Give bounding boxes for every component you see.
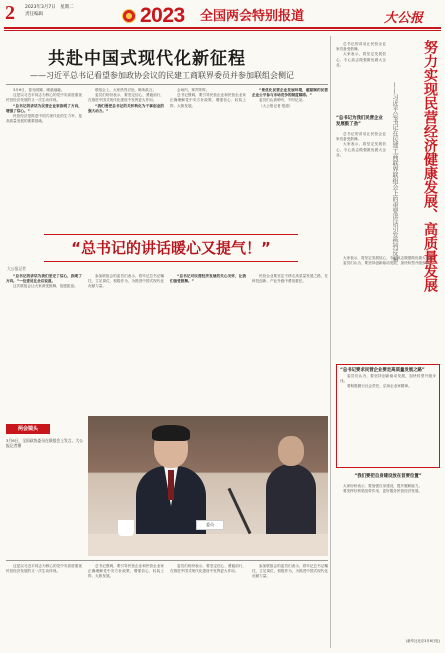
photo-desk: [88, 534, 328, 556]
special-year: 2023: [140, 4, 185, 27]
side-box-heading: “总书记要求民营企业要走高质量发展之路”: [340, 368, 425, 373]
emblem-icon: [122, 9, 136, 23]
byline: 大公报记者: [7, 266, 26, 271]
headline-separator: [6, 84, 328, 85]
lead-continued-4: 参加联组会的委员们表示，将牢记总书记嘱托，立足岗位，积极作为，为推进中国式现代化贡献力量。: [252, 564, 328, 579]
side-intro: 总书记的讲话让民营企业家们备受鼓舞。 大家表示，将坚定发展信心，专心致志做强做优做大企业。: [336, 42, 386, 67]
photo-caption: 3月6日，全国政协委员在联组会上发言。大公报记者摄: [6, 438, 83, 449]
editor-line: 责任编辑: [25, 12, 43, 17]
issue-date: 2023年3月7日 星期二: [25, 5, 74, 10]
column-divider: [330, 36, 331, 648]
pull-quote: “总书记的讲话暖心又提气！”: [71, 239, 271, 257]
side-section-1-body: 总书记的讲话让民营企业家们备受鼓舞。 大家表示，将坚定发展信心，专心致志做强做优做大企业。: [336, 132, 386, 157]
header-rule: [4, 27, 441, 29]
side-highlight-box: [336, 364, 440, 468]
lead-body-lower-3: “总书记对民营经济发展的关心关怀，让我们备受鼓舞。”: [170, 274, 246, 284]
side-box-body: 委员们认为，要坚持创新驱动发展，加快转型升级步伐。 要积极履行社会责任，弘扬企业家精神。: [340, 374, 436, 389]
side-article-title: 努力实现民营经济健康发展、高质量发展: [422, 40, 438, 292]
lead-continued-2: 总书记强调，要引导民营企业和民营企业家正确理解党中央方针政策，增强信心、轻装上阵、大胆发展。: [88, 564, 164, 579]
lead-continued-3: 委员们纷纷表示，要坚定信心、勇毅前行，在推进中国式现代化建设中发挥更大作用。: [170, 564, 246, 574]
lead-body-lower-4: 民营企业要坚定不移走高质量发展之路，在科技创新、产业升级中勇担重任。: [252, 274, 328, 284]
page-number: 2: [5, 2, 15, 24]
special-report-title: 全国两会特别报道: [200, 9, 305, 24]
lead-column-2: 联组会上，大家热烈讨论，畅所欲言。 委员们纷纷表示，要坚定信心、勇毅前行，在推进中国式现代化建设中发挥更大作用。 “我们要把总书记的关怀转化为干事创业的强大动力。”: [88, 88, 164, 113]
side-section-1-heading: “总书记为我们民营企业发展鼓了劲”: [336, 116, 383, 127]
side-article-subtitle: ——习近平总书记在民建工商联界联组会上的重要讲话引发热烈反响: [391, 82, 398, 262]
photo-background-person: [266, 436, 316, 536]
lead-column-3: 会场内，掌声阵阵。 总书记强调，要引导民营企业和民营企业家正确理解党中央方针政策，增强信心、轻装上阵、大胆发展。: [170, 88, 246, 108]
photo-nameplate: 委员: [196, 520, 224, 530]
lead-body-lower-1: “总书记的讲话为我们坚定了信心，指明了方向。”一位委员在会后说道。 这次联组会让大家深受鼓舞，倍感振奋。: [6, 274, 82, 289]
side-body-2: 大家表示，将坚定发展信心，专心致志做强做优做大企业。 委员们认为，要坚持创新驱动发展，加快转型升级步伐。: [343, 256, 437, 266]
lead-column-1: 3月6日，春光明媚，暖意融融。 这是以习近平同志为核心的党中央高度重视民营经济发展的又一次生动体现。 “总书记的讲话为民营企业家指明了方向，增强了信心。” 民营经济是推进中国式现代化的生力军，是高质量发展的重要基础。: [6, 88, 82, 124]
newspaper-logo: 大公报: [384, 10, 424, 25]
photo-separator: [6, 560, 328, 561]
side-section-2-heading: “我们要把自身建设放在首要位置”: [354, 474, 422, 479]
lead-subheadline: ——习近平总书记看望参加政协会议的民建工商联界委员并参加联组会侧记: [30, 71, 294, 80]
side-section-2-body: 大家纷纷表示，要加强自身建设，提升履职能力。 要发挥好桥梁纽带作用，更好服务民营经济发展。: [343, 484, 423, 494]
lead-continued-1: 这是以习近平同志为核心的党中央高度重视民营经济发展的又一次生动体现。: [6, 564, 82, 574]
photo-caption-tag: 两会镜头: [6, 424, 50, 434]
lead-body-lower-2: 参加联组会的委员们表示，将牢记总书记嘱托，立足岗位，积极作为，为推进中国式现代化贡献力量。: [88, 274, 164, 289]
lead-headline: 共赴中国式现代化新征程: [48, 49, 246, 69]
teacup-icon: [118, 520, 134, 536]
news-photo: [88, 416, 328, 556]
side-article-source: (新华社北京3月6日电): [405, 639, 440, 643]
lead-column-4: “要优化民营企业发展环境，破除制约民营企业公平参与市场竞争的制度障碍。” 委员们认真聆听，不时记录。 （大公报记者 报道）: [252, 88, 328, 108]
header-rule-thin: [4, 30, 441, 31]
microphone-icon: [228, 488, 252, 535]
